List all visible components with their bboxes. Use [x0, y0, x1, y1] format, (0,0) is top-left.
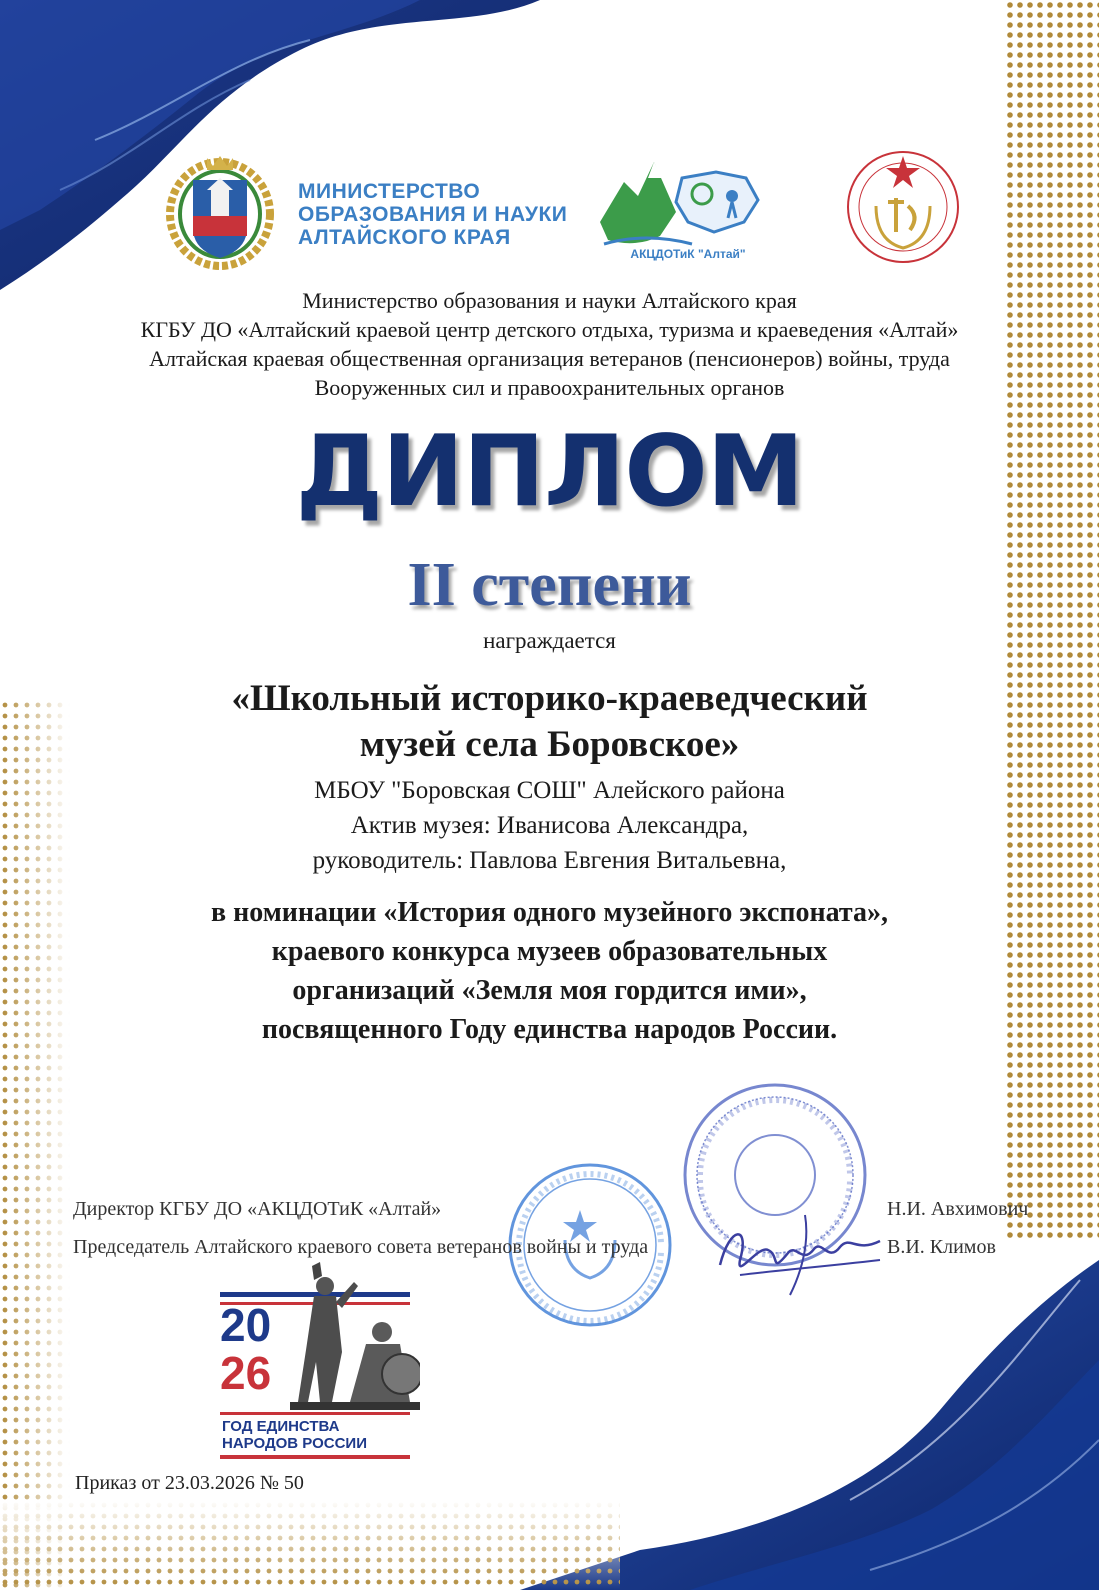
school-line: МБОУ "Боровская СОШ" Алейского района [314, 777, 785, 804]
year-logo-caption-1: ГОД ЕДИНСТВА [222, 1418, 340, 1435]
director-title: Директор КГБУ ДО «АКЦДОТиК «Алтай» [73, 1198, 442, 1220]
recipient-info [0, 773, 1099, 878]
akcdotik-altai-logo [596, 152, 766, 264]
order-reference: Приказ от 23.03.2026 № 50 [75, 1472, 304, 1494]
altai-coat-of-arms-emblem [165, 150, 275, 272]
top-left-wave-decoration [0, 0, 560, 300]
nomination-block: в номинации «История одного музейного экспоната», краевого конкурса музеев образовательных организаций «Земля моя гордится ими», посвященного Году единства народов России. [210, 897, 889, 1045]
year-logo-top-digits: 20 [220, 1299, 272, 1351]
header-line-veterans-2: Вооруженных сил и правоохранительных органов [314, 375, 785, 400]
header-line-veterans-1: Алтайская краевая общественная организация ветеранов (пенсионеров) войны, труда [149, 346, 950, 371]
bottom-dot-pattern [0, 1500, 620, 1590]
header-organizations [0, 286, 1099, 402]
veterans-organization-emblem [846, 146, 961, 268]
handwritten-signature [710, 1205, 890, 1300]
chairman-title: Председатель Алтайского краевого совета ветеранов войны и труда [73, 1236, 649, 1258]
header-line-ministry: Министерство образования и науки Алтайского края [302, 288, 797, 313]
awarded-label: награждается [483, 628, 616, 653]
year-of-unity-logo [220, 1262, 420, 1467]
year-logo-bottom-digits: 26 [220, 1347, 272, 1399]
museum-name: «Школьный историко-краеведческий музей села Боровское» [231, 678, 868, 765]
diploma-degree: II степени [407, 551, 692, 619]
supervisor-line: руководитель: Павлова Евгения Витальевна, [312, 847, 787, 874]
chairman-name: В.И. Климов [887, 1236, 996, 1258]
diploma-title: ДИПЛОМ [295, 415, 804, 529]
director-name: Н.И. Авхимович [887, 1198, 1029, 1220]
header-line-center: КГБУ ДО «Алтайский краевой центр детского отдыха, туризма и краеведения «Алтай» [140, 317, 959, 342]
year-logo-caption-2: НАРОДОВ РОССИИ [222, 1435, 367, 1452]
museum-activist-line: Актив музея: Иванисова Александра, [350, 812, 749, 839]
ministry-logo-text: МИНИСТЕРСТВО ОБРАЗОВАНИЯ И НАУКИ АЛТАЙСКОГО КРАЯ [298, 180, 568, 249]
akcdotik-logo-caption: АКЦДОТиК "Алтай" [630, 247, 746, 261]
minin-pozharsky-monument-icon [270, 1262, 420, 1412]
